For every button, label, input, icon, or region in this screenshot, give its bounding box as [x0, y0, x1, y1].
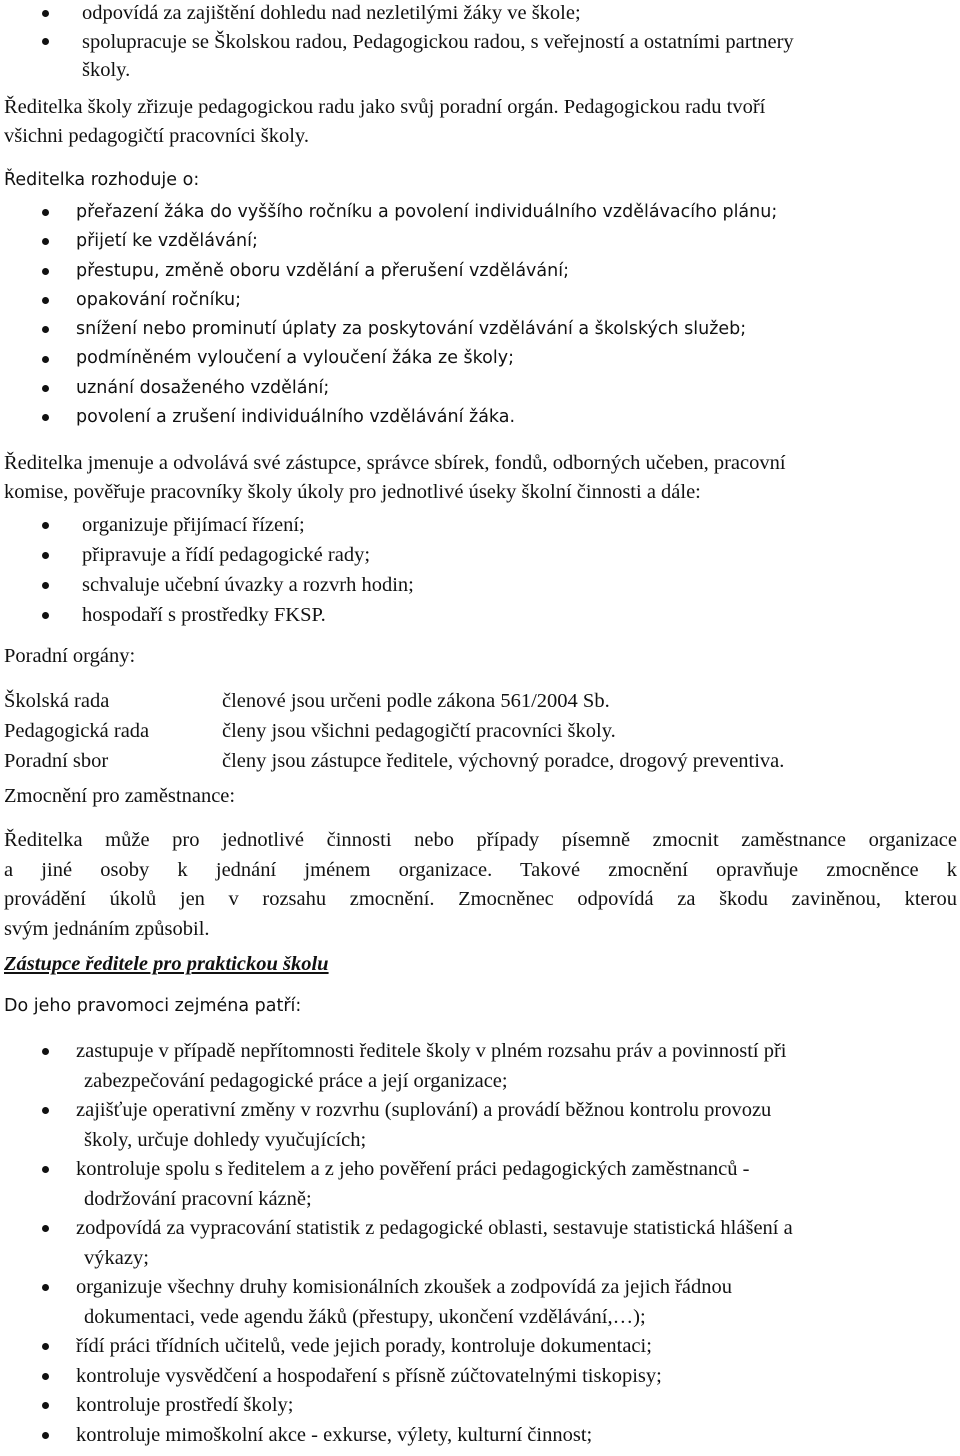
list-item: opakování ročníku;	[0, 286, 960, 315]
paragraph-line: Ředitelka může pro jednotlivé činnosti nebo případy písemně zmocnit zaměstnance organizace	[4, 829, 957, 851]
appoints-line1: Ředitelka jmenuje a odvolává své zástupce, správce sbírek, fondů, odborných učeben, pracovní	[4, 452, 786, 474]
list-item-continuation: výkazy;	[84, 1246, 149, 1269]
advisory-label: Poradní sbor	[4, 750, 109, 772]
appoints-line2: komise, pověřuje pracovníky školy úkoly pro jednotlivé úseky školní činnosti a dále:	[4, 481, 701, 503]
list-item: uznání dosaženého vzdělání;	[0, 374, 960, 403]
list-item-text: řídí práci třídních učitelů, vede jejich porady, kontroluje dokumentaci;	[76, 1335, 652, 1357]
list-item-text: kontroluje spolu s ředitelem a z jeho pověření práci pedagogických zaměstnanců -	[76, 1158, 750, 1180]
list-item-continuation: dokumentaci, vede agendu žáků (přestupy, ukončení vzdělávání,…);	[84, 1305, 646, 1328]
advisory-label: Pedagogická rada	[4, 720, 150, 742]
authorization-paragraph	[4, 826, 957, 944]
paragraph-line: provádění úkolů jen v rozsahu zmocnění. Zmocněnec odpovídá za škodu zaviněnou, kterou	[4, 888, 957, 910]
list-item-text: kontroluje vysvědčení a hospodaření s přísně zúčtovatelnými tiskopisy;	[76, 1364, 662, 1387]
list-item: hospodaří s prostředky FKSP.	[0, 600, 960, 630]
list-item: podmíněném vyloučení a vyloučení žáka ze školy;	[0, 344, 960, 373]
list-item: přeřazení žáka do vyššího ročníku a povolení individuálního vzdělávacího plánu;	[0, 198, 960, 227]
list-item-text: organizuje všechny druhy komisionálních zkoušek a zodpovídá za jejich řádnou	[76, 1276, 732, 1298]
list-item-continuation: zabezpečování pedagogické práce a její organizace;	[84, 1069, 508, 1092]
list-item-text: zodpovídá za vypracování statistik z pedagogické oblasti, sestavuje statistická hlášení a	[76, 1217, 793, 1239]
list-item: přijetí ke vzdělávání;	[0, 227, 960, 256]
list-item-text: zajišťuje operativní změny v rozvrhu (suplování) a provádí běžnou kontrolu provozu	[76, 1099, 772, 1121]
advisory-row	[4, 716, 954, 746]
deputy-list	[0, 1037, 960, 1450]
list-item-text: zastupuje v případě nepřítomnosti ředitele školy v plném rozsahu práv a povinností při	[76, 1040, 787, 1062]
list-item	[0, 1214, 960, 1273]
advisory-label: Školská rada	[4, 690, 110, 712]
list-item: organizuje přijímací řízení;	[0, 510, 960, 540]
paragraph-council-line1: Ředitelka školy zřizuje pedagogickou radu jako svůj poradní orgán. Pedagogickou radu tvoří	[4, 96, 766, 118]
list-item-continuation: školy.	[82, 59, 131, 81]
advisory-value: členové jsou určeni podle zákona 561/2004 Sb.	[222, 690, 610, 712]
list-item: přestupu, změně oboru vzdělání a přerušení vzdělávání;	[0, 257, 960, 286]
list-item: snížení nebo prominutí úplaty za poskytování vzdělávání a školských služeb;	[0, 315, 960, 344]
advisory-row	[4, 746, 954, 776]
list-item	[0, 1096, 960, 1155]
list-item	[0, 1391, 960, 1421]
list-item: spolupracuje se Školskou radou, Pedagogickou radou, s veřejností a ostatními partnery školy.	[0, 28, 960, 85]
list-item	[0, 1332, 960, 1362]
paragraph-line: a jiné osoby k jednání jménem organizace. Takové zmocnění opravňuje zmocněnce k	[4, 858, 957, 881]
list-item	[0, 1273, 960, 1332]
authorization-title: Zmocnění pro zaměstnance:	[4, 785, 236, 807]
list-item-continuation: dodržování pracovní kázně;	[84, 1187, 312, 1210]
list-item-text: kontroluje mimoškolní akce - exkurse, výlety, kulturní činnost;	[76, 1423, 593, 1446]
list-item	[0, 1362, 960, 1392]
list-item-text: kontroluje prostředí školy;	[76, 1394, 294, 1416]
deputy-intro: Do jeho pravomoci zejména patří:	[4, 996, 302, 1016]
list-item: schvaluje učební úvazky a rozvrh hodin;	[0, 570, 960, 600]
advisory-table	[4, 686, 954, 776]
decides-intro: Ředitelka rozhoduje o:	[4, 170, 200, 190]
list-item	[0, 1155, 960, 1214]
list-item	[0, 1421, 960, 1451]
appoints-list	[0, 510, 960, 630]
advisory-row	[4, 686, 954, 716]
advisory-value: členy jsou všichni pedagogičtí pracovníci školy.	[222, 720, 616, 742]
list-item	[0, 1037, 960, 1096]
top-bullet-list	[0, 0, 960, 85]
paragraph-council-line2: všichni pedagogičtí pracovníci školy.	[4, 125, 309, 147]
list-item-continuation: školy, určuje dohledy vyučujících;	[84, 1128, 367, 1151]
advisory-title: Poradní orgány:	[4, 645, 136, 667]
list-item: povolení a zrušení individuálního vzdělávání žáka.	[0, 403, 960, 432]
deputy-heading: Zástupce ředitele pro praktickou školu	[4, 953, 329, 975]
paragraph-line: svým jednáním způsobil.	[4, 917, 210, 940]
decides-list	[0, 198, 960, 432]
list-item: připravuje a řídí pedagogické rady;	[0, 540, 960, 570]
list-item: odpovídá za zajištění dohledu nad nezletilými žáky ve škole;	[0, 0, 960, 28]
advisory-value: členy jsou zástupce ředitele, výchovný poradce, drogový preventiva.	[222, 750, 785, 772]
